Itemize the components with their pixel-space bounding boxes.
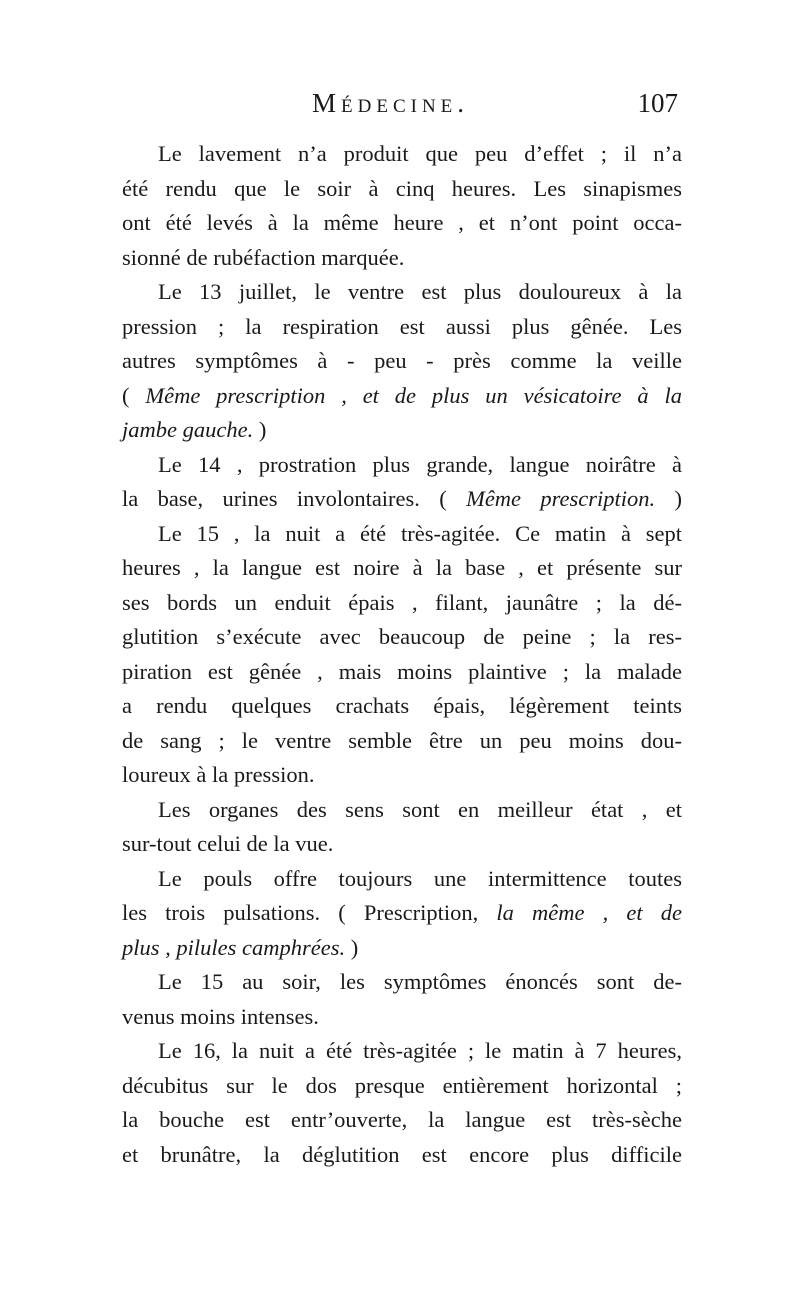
text-line	[122, 965, 682, 1000]
line-text: été rendu que le soir à cinq heures. Les sinapismes	[122, 175, 682, 201]
text-line	[122, 344, 682, 379]
line-text: Le 14 , prostration plus grande, langue noirâtre à	[158, 451, 682, 477]
text-line	[122, 310, 682, 345]
line-text: ses bords un enduit épais , filant, jaunâtre ; la dé-	[122, 589, 682, 615]
line-text: Le 16, la nuit a été très-agitée ; le matin à 7 heures,	[158, 1038, 682, 1063]
text-line	[122, 517, 682, 552]
line-text: pression ; la respiration est aussi plus gênée. Les	[122, 313, 682, 339]
line-text: loureux à la pression.	[122, 762, 315, 787]
line-text: décubitus sur le dos presque entièrement horizontal ;	[122, 1072, 682, 1098]
line-text: (	[122, 382, 146, 408]
line-text: Le lavement n’a produit que peu d’effet ; il n’a	[158, 141, 682, 166]
text-line	[122, 551, 682, 586]
line-text: la bouche est entr’ouverte, la langue est très-sèche	[122, 1107, 682, 1132]
text-line	[122, 827, 682, 862]
line-text: sionné de rubéfaction marquée.	[122, 244, 405, 270]
line-text: la base, urines involontaires. (	[122, 486, 467, 511]
text-line	[122, 241, 682, 276]
italic-text: Même prescription.	[466, 486, 656, 511]
italic-text: la même , et de	[496, 900, 682, 925]
italic-text: plus , pilules camphrées.	[122, 934, 346, 960]
text-line	[122, 862, 682, 897]
text-line	[122, 620, 682, 655]
text-line	[122, 1000, 682, 1035]
text-line	[122, 275, 682, 310]
line-text: les trois pulsations. ( Prescription,	[122, 900, 497, 925]
text-line	[122, 379, 682, 414]
page-number: 107	[637, 88, 678, 118]
text-line	[122, 896, 682, 931]
line-text: Le 15 au soir, les symptômes énoncés sont de-	[158, 969, 682, 994]
line-text: sur-tout celui de la vue.	[122, 831, 334, 856]
text-line	[122, 793, 682, 828]
line-text: autres symptômes à - peu - près comme la veille	[122, 348, 682, 373]
running-title: Médecine.	[312, 88, 470, 118]
text-line	[122, 1034, 682, 1069]
text-line	[122, 689, 682, 724]
italic-text: jambe gauche.	[122, 417, 254, 442]
text-line	[122, 724, 682, 759]
line-text: )	[655, 486, 682, 511]
line-text: Les organes des sens sont en meilleur état , et	[158, 796, 682, 822]
line-text: Le 15 , la nuit a été très-agitée. Ce matin à sept	[158, 520, 682, 546]
text-line	[122, 413, 682, 448]
text-line	[122, 137, 682, 172]
line-text: venus moins intenses.	[122, 1003, 319, 1029]
text-line	[122, 586, 682, 621]
text-line	[122, 1069, 682, 1104]
line-text: glutition s’exécute avec beaucoup de peine ; la res-	[122, 624, 682, 649]
line-text: de sang ; le ventre semble être un peu moins dou-	[122, 727, 682, 753]
text-line	[122, 172, 682, 207]
line-text: )	[253, 417, 267, 442]
text-line	[122, 931, 682, 966]
line-text: ont été levés à la même heure , et n’ont point occa-	[122, 210, 682, 235]
page-header	[122, 88, 682, 128]
body-text	[122, 137, 682, 1172]
text-line	[122, 1138, 682, 1173]
line-text: et brunâtre, la déglutition est encore plus difficile	[122, 1141, 682, 1167]
italic-text: Même prescription , et de plus un vésicatoire à la	[145, 382, 682, 408]
line-text: Le pouls offre toujours une intermittence toutes	[158, 865, 682, 891]
text-line	[122, 1103, 682, 1138]
line-text: a rendu quelques crachats épais, légèrement teints	[122, 693, 682, 718]
line-text: heures , la langue est noire à la base , et présente sur	[122, 555, 682, 580]
line-text: )	[345, 934, 359, 960]
text-line	[122, 206, 682, 241]
text-line	[122, 448, 682, 483]
text-line	[122, 758, 682, 793]
text-line	[122, 655, 682, 690]
line-text: Le 13 juillet, le ventre est plus douloureux à la	[158, 279, 682, 304]
line-text: piration est gênée , mais moins plaintive ; la malade	[122, 658, 682, 684]
text-line	[122, 482, 682, 517]
